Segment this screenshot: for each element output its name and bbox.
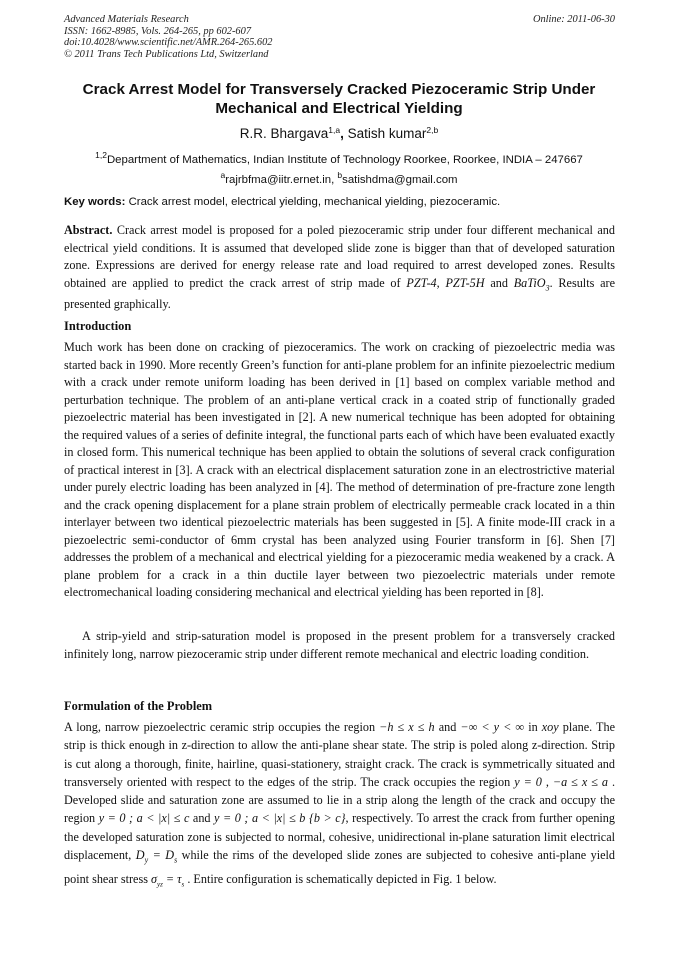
author-separator: , [340, 126, 348, 141]
paper-title: Crack Arrest Model for Transversely Cracked Piezoceramic Strip Under Mechanical and Electrical Yielding [82, 81, 596, 117]
equation-plane: xoy [541, 720, 559, 734]
journal-header [64, 14, 615, 60]
author-2-sup: 2,b [426, 125, 439, 135]
intro-paragraph-1: Much work has been done on cracking of piezoceramics. The work on cracking of piezoelectric media was started back in 1990. More recently Green’s function for anti-plane problem for an infinite piezoelectric medium with a crack under remote uniform loading has been derived in [1] based on complex variable method and perturbation technique. The problem of an anti-plane vertical crack in a coated strip of functionally graded piezoelectric material has been investigated in [2]. A new numerical technique has been adopted for obtaining the required values of a series of definite integral, the functional parts each of which have been evaluated exactly in closed form. This numerical technique has been applied to obtain the solutions of several crack configuration of practical interest in [3]. A crack with an electrical displacement saturation zone in an electrostrictive material under purely electric loading has been analyzed in [4]. The method of determination of pre-fracture zone length and the crack opening displacement for a plane strain problem of electrically permeable crack located in a thin interlayer between two identical piezoelectric materials has been suggested in [5]. A finite mode-III crack in a piezoelectric semi-conductor of 6mm crystal has been analyzed using Fourier transform in [6]. Shen [7] addresses the problem of a mechanical and electrical yielding for a piezoceramic media weakened by a crack. A plane problem for a crack in a thin ductile layer between two piezoelectric materials under remote electromechanical loading considering mechanical and electrical yielding has been reported in [8]. [64, 340, 615, 599]
equation-displacement: $D_y = D_s$ [135, 848, 178, 865]
affiliation-sup: 1,2 [95, 150, 107, 160]
material-pzt: PZT-4, PZT-5H [406, 275, 485, 290]
equation-region-y: −∞ < y < ∞ [460, 720, 525, 734]
abstract-text: Crack arrest model is proposed for a poled piezoceramic strip under four different mechanical and electrical yield conditions. It is assumed that developed slide zone is bigger than that of developed saturation zone. Expressions are derived for energy release rate and load required to arrest developed zones. Results obtained are applied to predict the crack arrest of strip made of [64, 223, 615, 290]
author-line [0, 125, 678, 142]
abstract-end: . Results are presented graphically. [64, 275, 615, 312]
equation-slide-zone: y = 0 ; a < |x| ≤ c [98, 811, 190, 826]
abstract-and: and [484, 275, 514, 290]
section-heading-formulation: Formulation of the Problem [64, 699, 213, 713]
equation-crack: y = 0 , −a ≤ x ≤ a [514, 774, 608, 789]
equation-condition: {b > c} [308, 811, 346, 826]
section-heading-introduction: Introduction [64, 319, 132, 333]
issn-line: ISSN: 1662-8985, Vols. 264-265, pp 602-607 [64, 25, 252, 37]
abstract-label: Abstract. [64, 223, 113, 237]
keywords [64, 195, 615, 209]
email-line [0, 170, 678, 187]
author-2-name: Satish kumar [347, 126, 427, 141]
intro-paragraph-2: A strip-yield and strip-saturation model is proposed in the present problem for a transversely cracked infinitely long, narrow piezoceramic strip under different remote mechanical and electric loading condition. [64, 629, 615, 661]
keywords-text: Crack arrest model, electrical yielding, mechanical yielding, piezoceramic. [125, 196, 501, 208]
affiliation-text: Department of Mathematics, Indian Institute of Technology Roorkee, Roorkee, INDIA – 247667 [106, 154, 583, 166]
author-1-name: R.R. Bhargava [239, 126, 329, 141]
equation-saturation-zone: y = 0 ; a < |x| ≤ b [214, 811, 306, 826]
email-b[interactable]: satishdma@gmail.com [342, 174, 458, 186]
equation-stress: $\sigma_{yz} = \tau_s$ [151, 871, 185, 889]
doi-line: doi:10.4028/www.scientific.net/AMR.264-265.602 [64, 37, 273, 48]
email-b-sup: b [337, 170, 343, 180]
material-batio3: BaTiO$_3$ [513, 275, 550, 292]
copyright-line: © 2011 Trans Tech Publications Ltd, Switzerland [64, 48, 269, 60]
equation-region-x: −h ≤ x ≤ h [379, 720, 435, 734]
author-1-sup: 1,a [328, 125, 341, 135]
formulation-paragraph: A long, narrow piezoelectric ceramic strip occupies the region −h ≤ x ≤ h and −∞ < y < ∞ in xoy plane. The strip is thick enough in z-direction to allow the anti-plane shear state. The strip is poled along z-direction. Strip is cut along a thorough, finite, hairline, quasi-stationery, straight crack. The crack is symmetrically situated and transversely oriented with respect to the edges of the strip. The crack occupies the region y = 0 , −a ≤ x ≤ a . Developed slide and saturation zone are assumed to lie in a strip along the length of the crack and occupy the region y = 0 ; a < |x| ≤ c and y = 0 ; a < |x| ≤ b {b > c}, respectively. To arrest the crack from further opening the developed saturation zone is subjected to normal, cohesive, unidirectional in-plane saturation limit electrical displacement, $D_y = D_s$ while the rims of the developed slide zones are subjected to cohesive anti-plane yield point shear stress $\sigma_{yz} = \tau_s$ . Entire configuration is schematically depicted in Fig. 1 below. [64, 720, 615, 889]
email-a-sup: a [220, 170, 226, 180]
email-a[interactable]: rajrbfma@iitr.ernet.in, [225, 174, 338, 186]
abstract [64, 222, 615, 314]
affiliation [0, 150, 678, 167]
online-date: Online: 2011-06-30 [532, 14, 615, 25]
keywords-label: Key words: [64, 196, 126, 208]
journal-name: Advanced Materials Research [64, 14, 189, 25]
